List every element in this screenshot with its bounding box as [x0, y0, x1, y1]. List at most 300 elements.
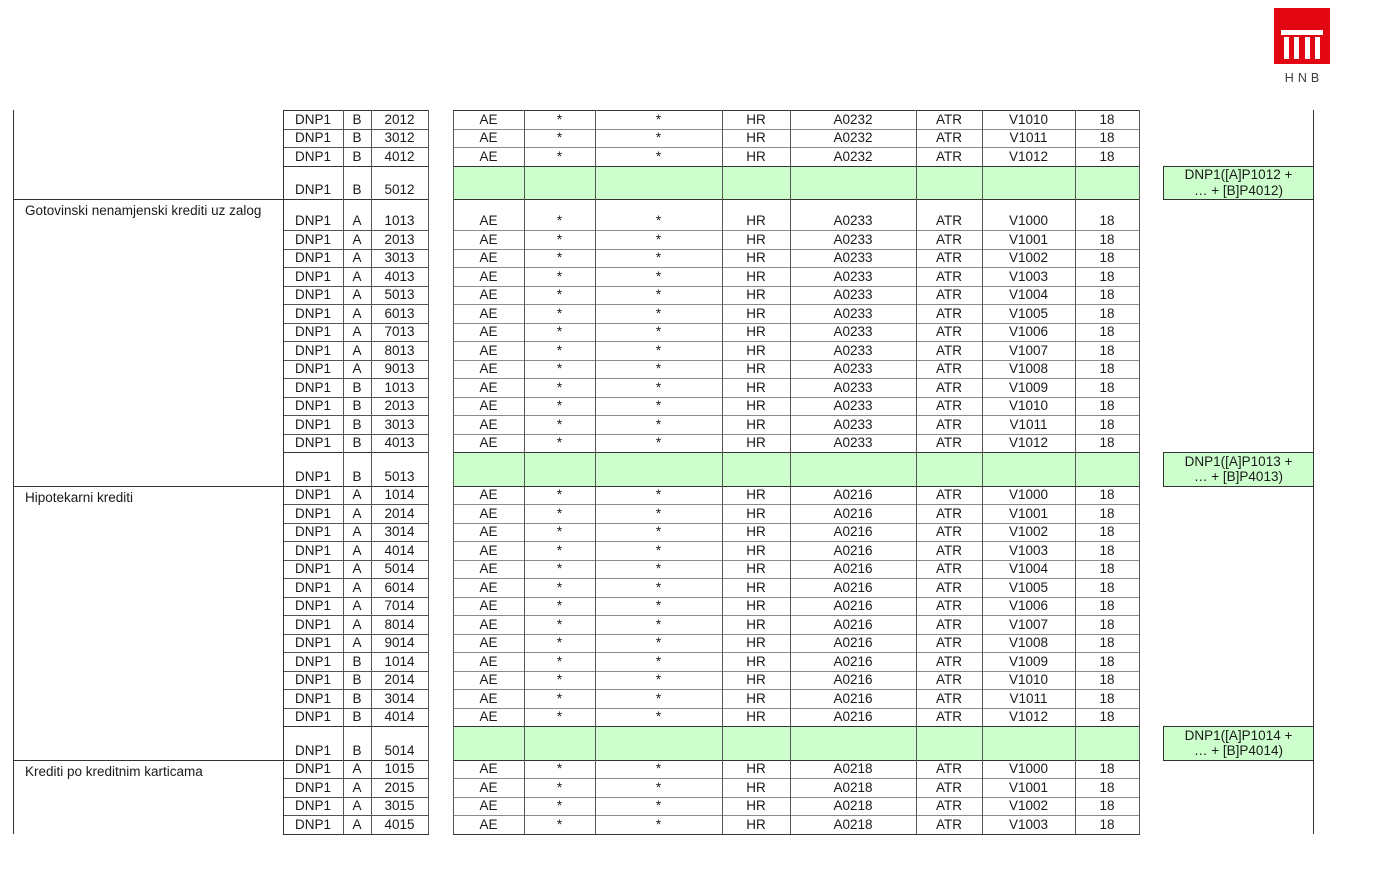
key-cell: DNP1	[294, 779, 331, 795]
key-cell: 2015	[384, 779, 415, 795]
key-cell: DNP1	[294, 342, 331, 358]
data-cell: ATR	[936, 816, 962, 832]
grid-line-h	[283, 434, 429, 435]
grid-line-h	[453, 199, 1140, 200]
data-cell: A0216	[833, 598, 873, 613]
data-cell: *	[655, 487, 662, 502]
grid-line-h	[283, 504, 429, 505]
data-cell: HR	[746, 561, 766, 576]
data-cell: *	[556, 635, 563, 650]
data-cell: *	[655, 287, 662, 302]
grid-line-h	[283, 671, 429, 672]
data-cell: HR	[746, 672, 766, 687]
data-cell: HR	[746, 690, 766, 706]
data-cell: *	[655, 561, 662, 576]
data-cell: ATR	[936, 579, 962, 595]
data-cell: ATR	[936, 690, 962, 706]
formula-line: … + [B]P4012)	[1194, 182, 1283, 198]
data-cell: HR	[746, 487, 766, 502]
key-cell: A	[352, 779, 362, 795]
data-cell: A0232	[833, 130, 873, 145]
key-cell: 1014	[384, 653, 415, 669]
grid-line-h	[453, 689, 1140, 690]
key-cell: B	[352, 130, 362, 145]
data-cell: ATR	[936, 148, 962, 164]
data-cell: ATR	[936, 268, 962, 284]
data-cell: *	[655, 653, 662, 669]
data-cell: 18	[1099, 816, 1115, 832]
data-cell: *	[556, 487, 563, 502]
grid-line-h	[283, 378, 429, 379]
key-cell: 9013	[384, 361, 415, 376]
data-cell: *	[655, 798, 662, 813]
key-cell: DNP1	[294, 761, 331, 776]
data-cell: HR	[746, 709, 766, 724]
data-cell: *	[655, 690, 662, 706]
data-cell: ATR	[936, 213, 962, 228]
grid-line-h	[283, 652, 429, 653]
data-cell: *	[556, 579, 563, 595]
data-cell: 18	[1099, 524, 1115, 539]
data-cell: *	[556, 324, 563, 339]
data-cell: ATR	[936, 653, 962, 669]
data-cell: AE	[479, 542, 498, 558]
section-label: Gotovinski nenamjenski krediti uz zalog	[25, 203, 262, 218]
key-cell: DNP1	[294, 268, 331, 284]
key-cell: 5012	[384, 182, 415, 197]
key-cell: 1014	[384, 487, 415, 502]
data-cell: 18	[1099, 635, 1115, 650]
key-cell: A	[352, 487, 362, 502]
data-cell: 18	[1099, 416, 1115, 432]
key-cell: 2013	[384, 398, 415, 413]
data-cell: *	[556, 148, 563, 164]
data-cell: *	[655, 398, 662, 413]
data-cell: AE	[479, 148, 498, 164]
data-cell: HR	[746, 416, 766, 432]
data-cell: V1011	[1009, 690, 1048, 706]
data-cell: HR	[746, 798, 766, 813]
data-cell: AE	[479, 798, 498, 813]
formula-line: DNP1([A]P1014 +	[1184, 727, 1293, 743]
grid-line-h	[453, 166, 1140, 167]
key-cell: B	[352, 148, 362, 164]
data-cell: *	[655, 305, 662, 321]
formula-cell	[1163, 726, 1314, 761]
data-cell: ATR	[936, 598, 962, 613]
key-cell: DNP1	[294, 231, 331, 247]
key-cell: 4014	[384, 542, 415, 558]
key-cell: DNP1	[294, 709, 331, 724]
key-cell: DNP1	[294, 672, 331, 687]
key-cell: A	[352, 213, 362, 228]
grid-line-h	[453, 415, 1140, 416]
key-cell: A	[352, 561, 362, 576]
grid-line-h	[453, 815, 1140, 816]
formula-line: DNP1([A]P1012 +	[1184, 167, 1293, 183]
data-cell: HR	[746, 250, 766, 265]
key-cell: 3014	[384, 690, 415, 706]
data-cell: V1006	[1008, 324, 1049, 339]
key-cell: DNP1	[294, 468, 331, 484]
data-cell: *	[655, 761, 662, 776]
grid-line-h	[283, 560, 429, 561]
data-cell: *	[655, 324, 662, 339]
data-cell: HR	[746, 579, 766, 595]
data-cell: A0233	[833, 398, 873, 413]
data-cell: HR	[746, 779, 766, 795]
data-cell: ATR	[936, 505, 962, 521]
key-cell: A	[352, 635, 362, 650]
data-cell: *	[655, 148, 662, 164]
key-cell: DNP1	[294, 598, 331, 613]
data-cell: ATR	[936, 111, 962, 127]
key-cell: A	[352, 361, 362, 376]
data-cell: A0233	[833, 342, 873, 358]
data-cell: 18	[1099, 672, 1115, 687]
data-cell: *	[556, 672, 563, 687]
data-cell: ATR	[936, 798, 962, 813]
data-cell: V1001	[1008, 779, 1049, 795]
grid-line-h	[453, 360, 1140, 361]
data-cell: AE	[479, 709, 498, 724]
data-cell: *	[655, 635, 662, 650]
key-cell: 9014	[384, 635, 415, 650]
data-cell: AE	[479, 653, 498, 669]
data-cell: V1012	[1008, 709, 1049, 724]
key-cell: 8013	[384, 342, 415, 358]
key-cell: B	[352, 416, 362, 432]
data-cell: 18	[1099, 305, 1115, 321]
grid-line-h	[453, 129, 1140, 130]
key-cell: DNP1	[294, 635, 331, 650]
data-cell: HR	[746, 598, 766, 613]
data-cell: *	[655, 213, 662, 228]
grid-line-h	[453, 578, 1140, 579]
grid-line-h	[453, 708, 1140, 709]
key-cell: DNP1	[294, 130, 331, 145]
data-cell: A0233	[833, 268, 873, 284]
grid-line-h	[283, 230, 429, 231]
data-cell: HR	[746, 379, 766, 395]
grid-line-h	[453, 541, 1140, 542]
data-cell: 18	[1099, 379, 1115, 395]
data-cell: HR	[746, 616, 766, 632]
data-cell: AE	[479, 598, 498, 613]
data-cell: V1001	[1008, 505, 1049, 521]
data-cell: *	[655, 709, 662, 724]
grid-line-h	[283, 486, 429, 487]
data-cell: A0233	[833, 361, 873, 376]
data-cell: V1007	[1008, 616, 1049, 632]
data-cell: *	[556, 598, 563, 613]
data-cell: ATR	[936, 379, 962, 395]
key-cell: DNP1	[294, 487, 331, 502]
data-cell: HR	[746, 111, 766, 127]
data-cell: *	[556, 305, 563, 321]
data-cell: *	[655, 250, 662, 265]
data-cell: V1002	[1008, 798, 1049, 813]
grid-line-h	[283, 834, 429, 835]
data-cell: 18	[1099, 213, 1115, 228]
data-cell: AE	[479, 305, 498, 321]
data-cell: AE	[479, 505, 498, 521]
key-cell: A	[352, 761, 362, 776]
key-cell: A	[352, 616, 362, 632]
data-cell: ATR	[936, 487, 962, 502]
grid-line-v	[1313, 110, 1314, 834]
data-cell: A0216	[833, 635, 873, 650]
data-cell: V1000	[1008, 213, 1049, 228]
data-cell: *	[655, 416, 662, 432]
data-cell: HR	[746, 148, 766, 164]
data-cell: *	[556, 398, 563, 413]
data-cell: AE	[479, 416, 498, 432]
grid-line-h	[283, 797, 429, 798]
grid-line-h	[453, 671, 1140, 672]
data-cell: 18	[1099, 561, 1115, 576]
data-cell: AE	[479, 130, 498, 145]
data-cell: A0232	[833, 111, 873, 127]
key-cell: DNP1	[294, 542, 331, 558]
data-cell: A0233	[833, 324, 873, 339]
data-cell: ATR	[936, 305, 962, 321]
grid-line-h	[283, 523, 429, 524]
data-cell: V1006	[1008, 598, 1049, 613]
data-cell: HR	[746, 324, 766, 339]
grid-line-h	[453, 504, 1140, 505]
grid-line-v	[371, 110, 372, 834]
key-cell: A	[352, 542, 362, 558]
key-cell: 1015	[384, 761, 415, 776]
key-cell: A	[352, 287, 362, 302]
data-cell: HR	[746, 435, 766, 450]
data-cell: *	[655, 342, 662, 358]
grid-line-h	[283, 147, 429, 148]
data-cell: *	[655, 672, 662, 687]
formula-cell	[1163, 166, 1314, 201]
data-cell: ATR	[936, 561, 962, 576]
grid-line-h	[453, 778, 1140, 779]
data-cell: *	[556, 690, 563, 706]
data-cell: A0216	[833, 653, 873, 669]
grid-line-h	[453, 434, 1140, 435]
grid-line-h	[283, 708, 429, 709]
data-cell: *	[556, 709, 563, 724]
data-cell: V1004	[1008, 561, 1049, 576]
data-cell: V1002	[1008, 524, 1049, 539]
key-cell: B	[352, 111, 362, 127]
key-cell: 3014	[384, 524, 415, 539]
grid-line-h	[453, 523, 1140, 524]
data-cell: AE	[479, 250, 498, 265]
key-cell: DNP1	[294, 305, 331, 321]
data-cell: 18	[1099, 398, 1115, 413]
data-cell: *	[556, 287, 563, 302]
data-cell: HR	[746, 305, 766, 321]
grid-line-h	[453, 378, 1140, 379]
grid-line-h	[283, 726, 429, 727]
data-cell: HR	[746, 653, 766, 669]
data-cell: HR	[746, 524, 766, 539]
data-cell: *	[655, 505, 662, 521]
data-cell: *	[556, 435, 563, 450]
key-cell: DNP1	[294, 561, 331, 576]
key-cell: B	[352, 435, 362, 450]
data-cell: AE	[479, 524, 498, 539]
formula-line: … + [B]P4013)	[1194, 469, 1283, 485]
data-cell: *	[556, 653, 563, 669]
data-cell: 18	[1099, 761, 1115, 776]
data-cell: V1010	[1008, 111, 1049, 127]
key-cell: B	[352, 182, 362, 197]
section-label: Hipotekarni krediti	[25, 489, 134, 505]
data-cell: V1008	[1008, 361, 1049, 376]
grid-line-h	[453, 397, 1140, 398]
data-cell: HR	[746, 505, 766, 521]
key-cell: 4015	[384, 816, 415, 832]
data-cell: AE	[479, 268, 498, 284]
grid-line-h	[453, 834, 1140, 835]
data-cell: V1005	[1008, 579, 1049, 595]
data-cell: A0216	[833, 524, 873, 539]
data-cell: AE	[479, 635, 498, 650]
grid-line-h	[453, 249, 1140, 250]
key-cell: DNP1	[294, 524, 331, 539]
key-cell: 2013	[384, 231, 415, 247]
data-cell: A0216	[833, 709, 873, 724]
grid-line-h	[283, 597, 429, 598]
data-cell: ATR	[936, 524, 962, 539]
data-cell: AE	[479, 342, 498, 358]
data-cell: ATR	[936, 130, 962, 145]
key-cell: 3012	[384, 130, 415, 145]
data-cell: *	[655, 379, 662, 395]
data-cell: HR	[746, 542, 766, 558]
data-cell: *	[655, 779, 662, 795]
data-cell: A0216	[833, 690, 873, 706]
hnb-logo-text: HNB	[1284, 71, 1324, 85]
data-cell: HR	[746, 816, 766, 832]
data-cell: V1003	[1008, 268, 1049, 284]
data-cell: V1011	[1009, 416, 1048, 432]
data-cell: 18	[1099, 435, 1115, 450]
data-cell: *	[556, 505, 563, 521]
data-cell: *	[655, 231, 662, 247]
grid-line-h	[283, 415, 429, 416]
key-cell: DNP1	[294, 250, 331, 265]
data-cell: A0218	[833, 798, 873, 813]
data-cell: AE	[479, 287, 498, 302]
data-cell: *	[655, 268, 662, 284]
data-cell: ATR	[936, 616, 962, 632]
data-cell: V1009	[1008, 379, 1049, 395]
data-cell: 18	[1099, 542, 1115, 558]
grid-line-v	[1075, 110, 1076, 834]
key-cell: A	[352, 250, 362, 265]
grid-line-h	[453, 597, 1140, 598]
key-cell: DNP1	[294, 287, 331, 302]
data-cell: AE	[479, 379, 498, 395]
grid-line-v	[722, 110, 723, 834]
key-cell: 3013	[384, 416, 415, 432]
data-cell: ATR	[936, 250, 962, 265]
key-cell: 6014	[384, 579, 415, 595]
key-cell: A	[352, 816, 362, 832]
grid-line-h	[283, 778, 429, 779]
grid-line-v	[343, 110, 344, 834]
key-cell: DNP1	[294, 379, 331, 395]
key-cell: 6013	[384, 305, 415, 321]
key-cell: B	[352, 379, 362, 395]
grid-line-h	[283, 341, 429, 342]
key-cell: B	[352, 690, 362, 706]
data-cell: ATR	[936, 672, 962, 687]
data-cell: *	[556, 231, 563, 247]
data-cell: V1008	[1008, 635, 1049, 650]
data-cell: AE	[479, 213, 498, 228]
data-cell: A0233	[833, 416, 873, 432]
key-cell: 4013	[384, 435, 415, 450]
data-cell: V1007	[1008, 342, 1049, 358]
data-cell: V1000	[1008, 761, 1049, 776]
key-cell: 8014	[384, 616, 415, 632]
grid-line-h	[453, 286, 1140, 287]
data-cell: V1002	[1008, 250, 1049, 265]
data-cell: *	[556, 379, 563, 395]
key-cell: 7013	[384, 324, 415, 339]
grid-line-h	[283, 760, 429, 761]
data-cell: ATR	[936, 542, 962, 558]
grid-line-h	[453, 560, 1140, 561]
key-cell: DNP1	[294, 213, 331, 228]
grid-line-h	[283, 578, 429, 579]
key-cell: DNP1	[294, 435, 331, 450]
data-cell: *	[655, 616, 662, 632]
key-cell: A	[352, 579, 362, 595]
grid-line-h	[453, 230, 1140, 231]
data-cell: *	[556, 779, 563, 795]
data-cell: V1001	[1008, 231, 1049, 247]
data-cell: ATR	[936, 779, 962, 795]
grid-line-h	[283, 110, 429, 111]
sum-row-highlight	[453, 166, 1140, 201]
data-cell: ATR	[936, 635, 962, 650]
grid-line-h	[283, 452, 429, 453]
data-cell: A0233	[833, 435, 873, 450]
grid-line-h	[283, 199, 429, 200]
data-cell: *	[655, 816, 662, 832]
grid-line-h	[453, 323, 1140, 324]
key-cell: DNP1	[294, 416, 331, 432]
data-cell: HR	[746, 398, 766, 413]
data-cell: AE	[479, 398, 498, 413]
grid-line-h	[283, 634, 429, 635]
key-cell: DNP1	[294, 398, 331, 413]
grid-line-h	[453, 110, 1140, 111]
data-cell: V1011	[1009, 130, 1048, 145]
key-cell: A	[352, 231, 362, 247]
key-cell: 2014	[384, 672, 415, 687]
grid-line-h	[453, 634, 1140, 635]
data-cell: 18	[1099, 798, 1115, 813]
data-cell: *	[556, 342, 563, 358]
data-cell: A0233	[833, 379, 873, 395]
key-cell: B	[352, 398, 362, 413]
data-cell: AE	[479, 111, 498, 127]
grid-line-h	[453, 304, 1140, 305]
key-cell: DNP1	[294, 798, 331, 813]
